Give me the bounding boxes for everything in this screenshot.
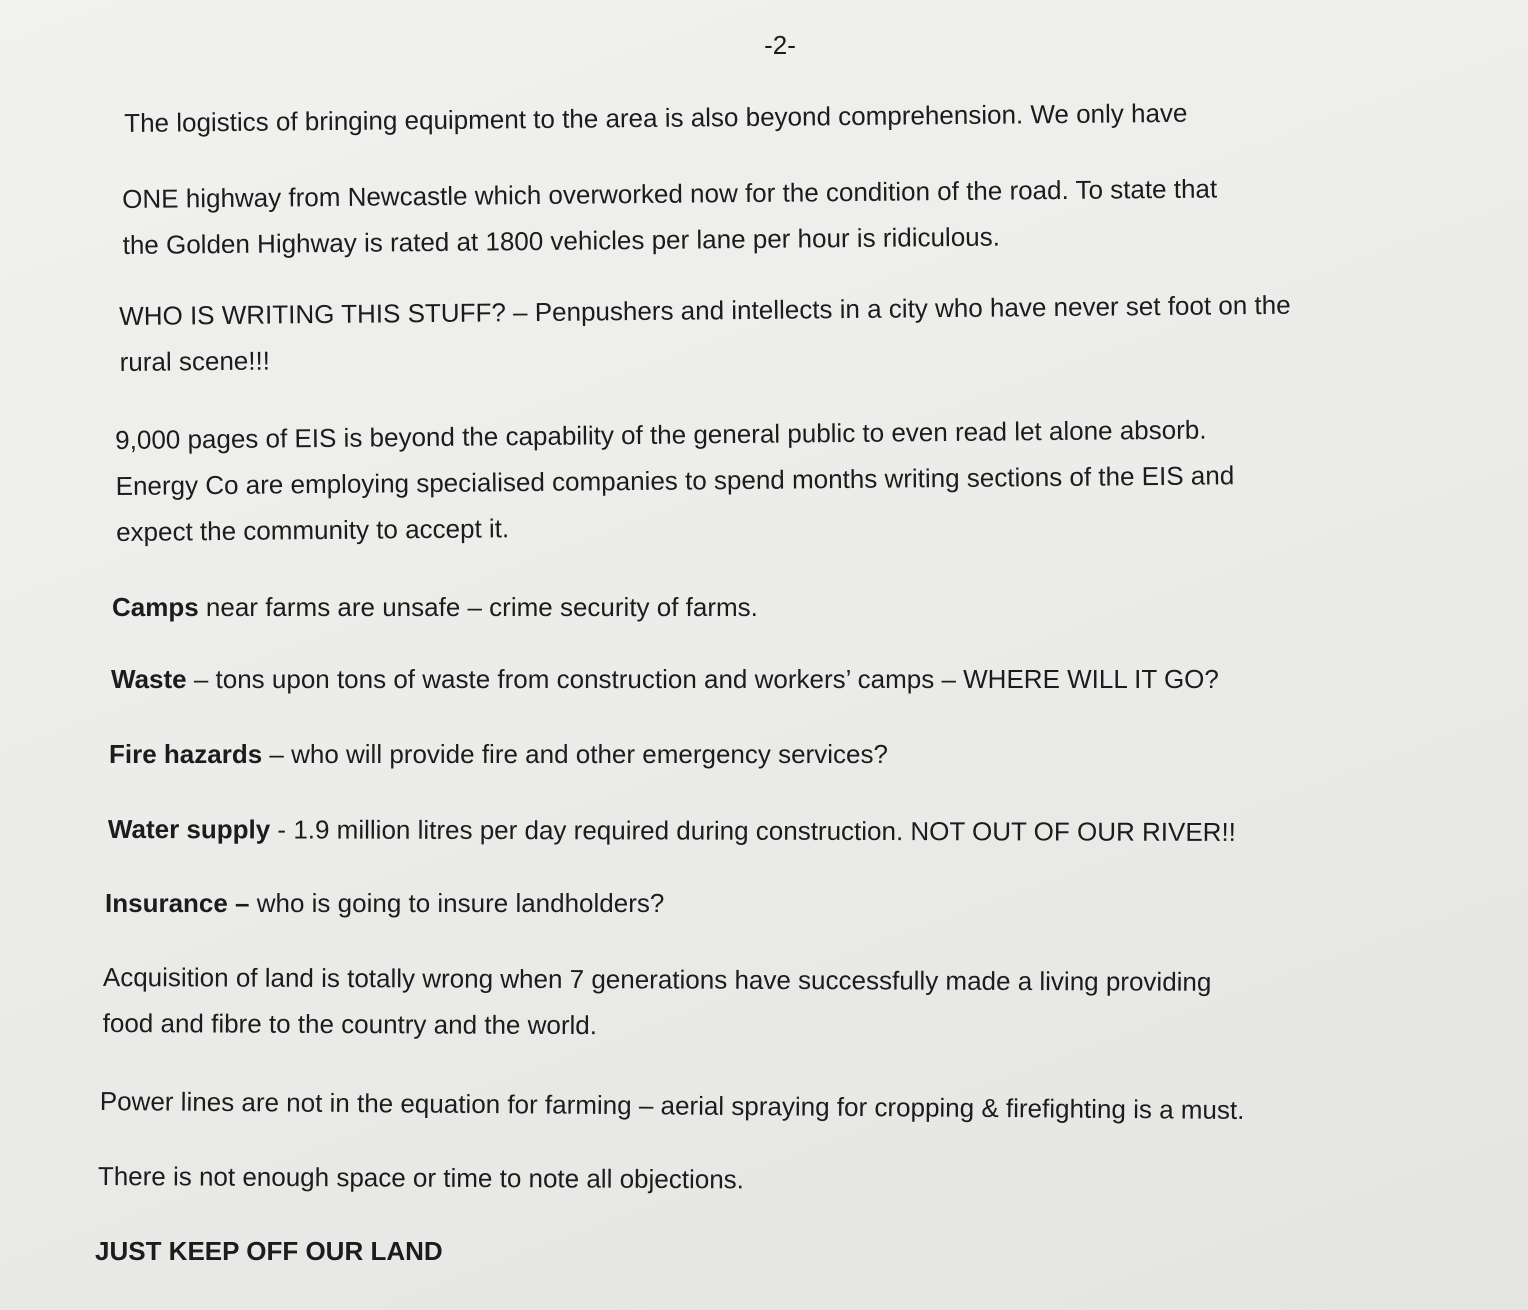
paragraph-no-space [98, 1153, 744, 1202]
item-label: Waste [111, 664, 187, 694]
paragraph-line: food and fibre to the country and the world. [102, 1007, 598, 1041]
paragraph-highway [122, 165, 1218, 268]
paragraph-line: expect the community to accept it. [115, 513, 510, 547]
paragraph-line: The logistics of bringing equipment to the area is also beyond comprehension. We only have [124, 97, 1188, 138]
item-text: – who will provide fire and other emergency services? [262, 739, 888, 769]
item-label: Water supply [107, 814, 271, 845]
item-text: near farms are unsafe – crime security of farms. [198, 592, 758, 622]
paragraph-eis-pages [115, 406, 1235, 555]
paragraph-line: 9,000 pages of EIS is beyond the capability of the general public to even read let alone absorb. [115, 414, 1207, 455]
paragraph-line: Power lines are not in the equation for farming – aerial spraying for cropping & firefighting is a must. [99, 1085, 1245, 1125]
item-water-supply [108, 806, 1236, 855]
paragraph-who-is-writing [119, 282, 1291, 385]
item-label: Fire hazards [109, 739, 263, 769]
item-label: Insurance – [105, 888, 250, 918]
paragraph-line: Energy Co are employing specialised companies to spend months writing sections of the EIS and [115, 460, 1235, 501]
paragraph-line: WHO IS WRITING THIS STUFF? – Penpushers and intellects in a city who have never set foot on the [119, 289, 1291, 331]
item-waste [111, 656, 1219, 702]
item-camps [112, 584, 758, 630]
paragraph-line: ONE highway from Newcastle which overworked now for the condition of the road. To state that [122, 173, 1218, 214]
closing-statement-text: JUST KEEP OFF OUR LAND [95, 1236, 443, 1266]
paragraph-power-lines [100, 1078, 1245, 1133]
paragraph-line: the Golden Highway is rated at 1800 vehicles per lane per hour is ridiculous. [122, 221, 1001, 260]
item-text: - 1.9 million litres per day required during construction. NOT OUT OF OUR RIVER!! [270, 814, 1236, 847]
item-text: – tons upon tons of waste from construction and workers’ camps – WHERE WILL IT GO? [186, 664, 1219, 694]
page-number: -2- [764, 30, 796, 60]
item-label: Camps [112, 592, 199, 622]
closing-statement [95, 1228, 443, 1274]
paragraph-logistics [124, 90, 1188, 146]
paragraph-line: There is not enough space or time to note all objections. [97, 1160, 745, 1195]
item-insurance [105, 880, 664, 926]
item-fire-hazards [109, 731, 888, 777]
paragraph-line: rural scene!!! [119, 345, 271, 377]
item-text: who is going to insure landholders? [249, 888, 665, 918]
paragraph-acquisition [103, 954, 1212, 1051]
paragraph-line: Acquisition of land is totally wrong when 7 generations have successfully made a living providing [102, 961, 1212, 997]
